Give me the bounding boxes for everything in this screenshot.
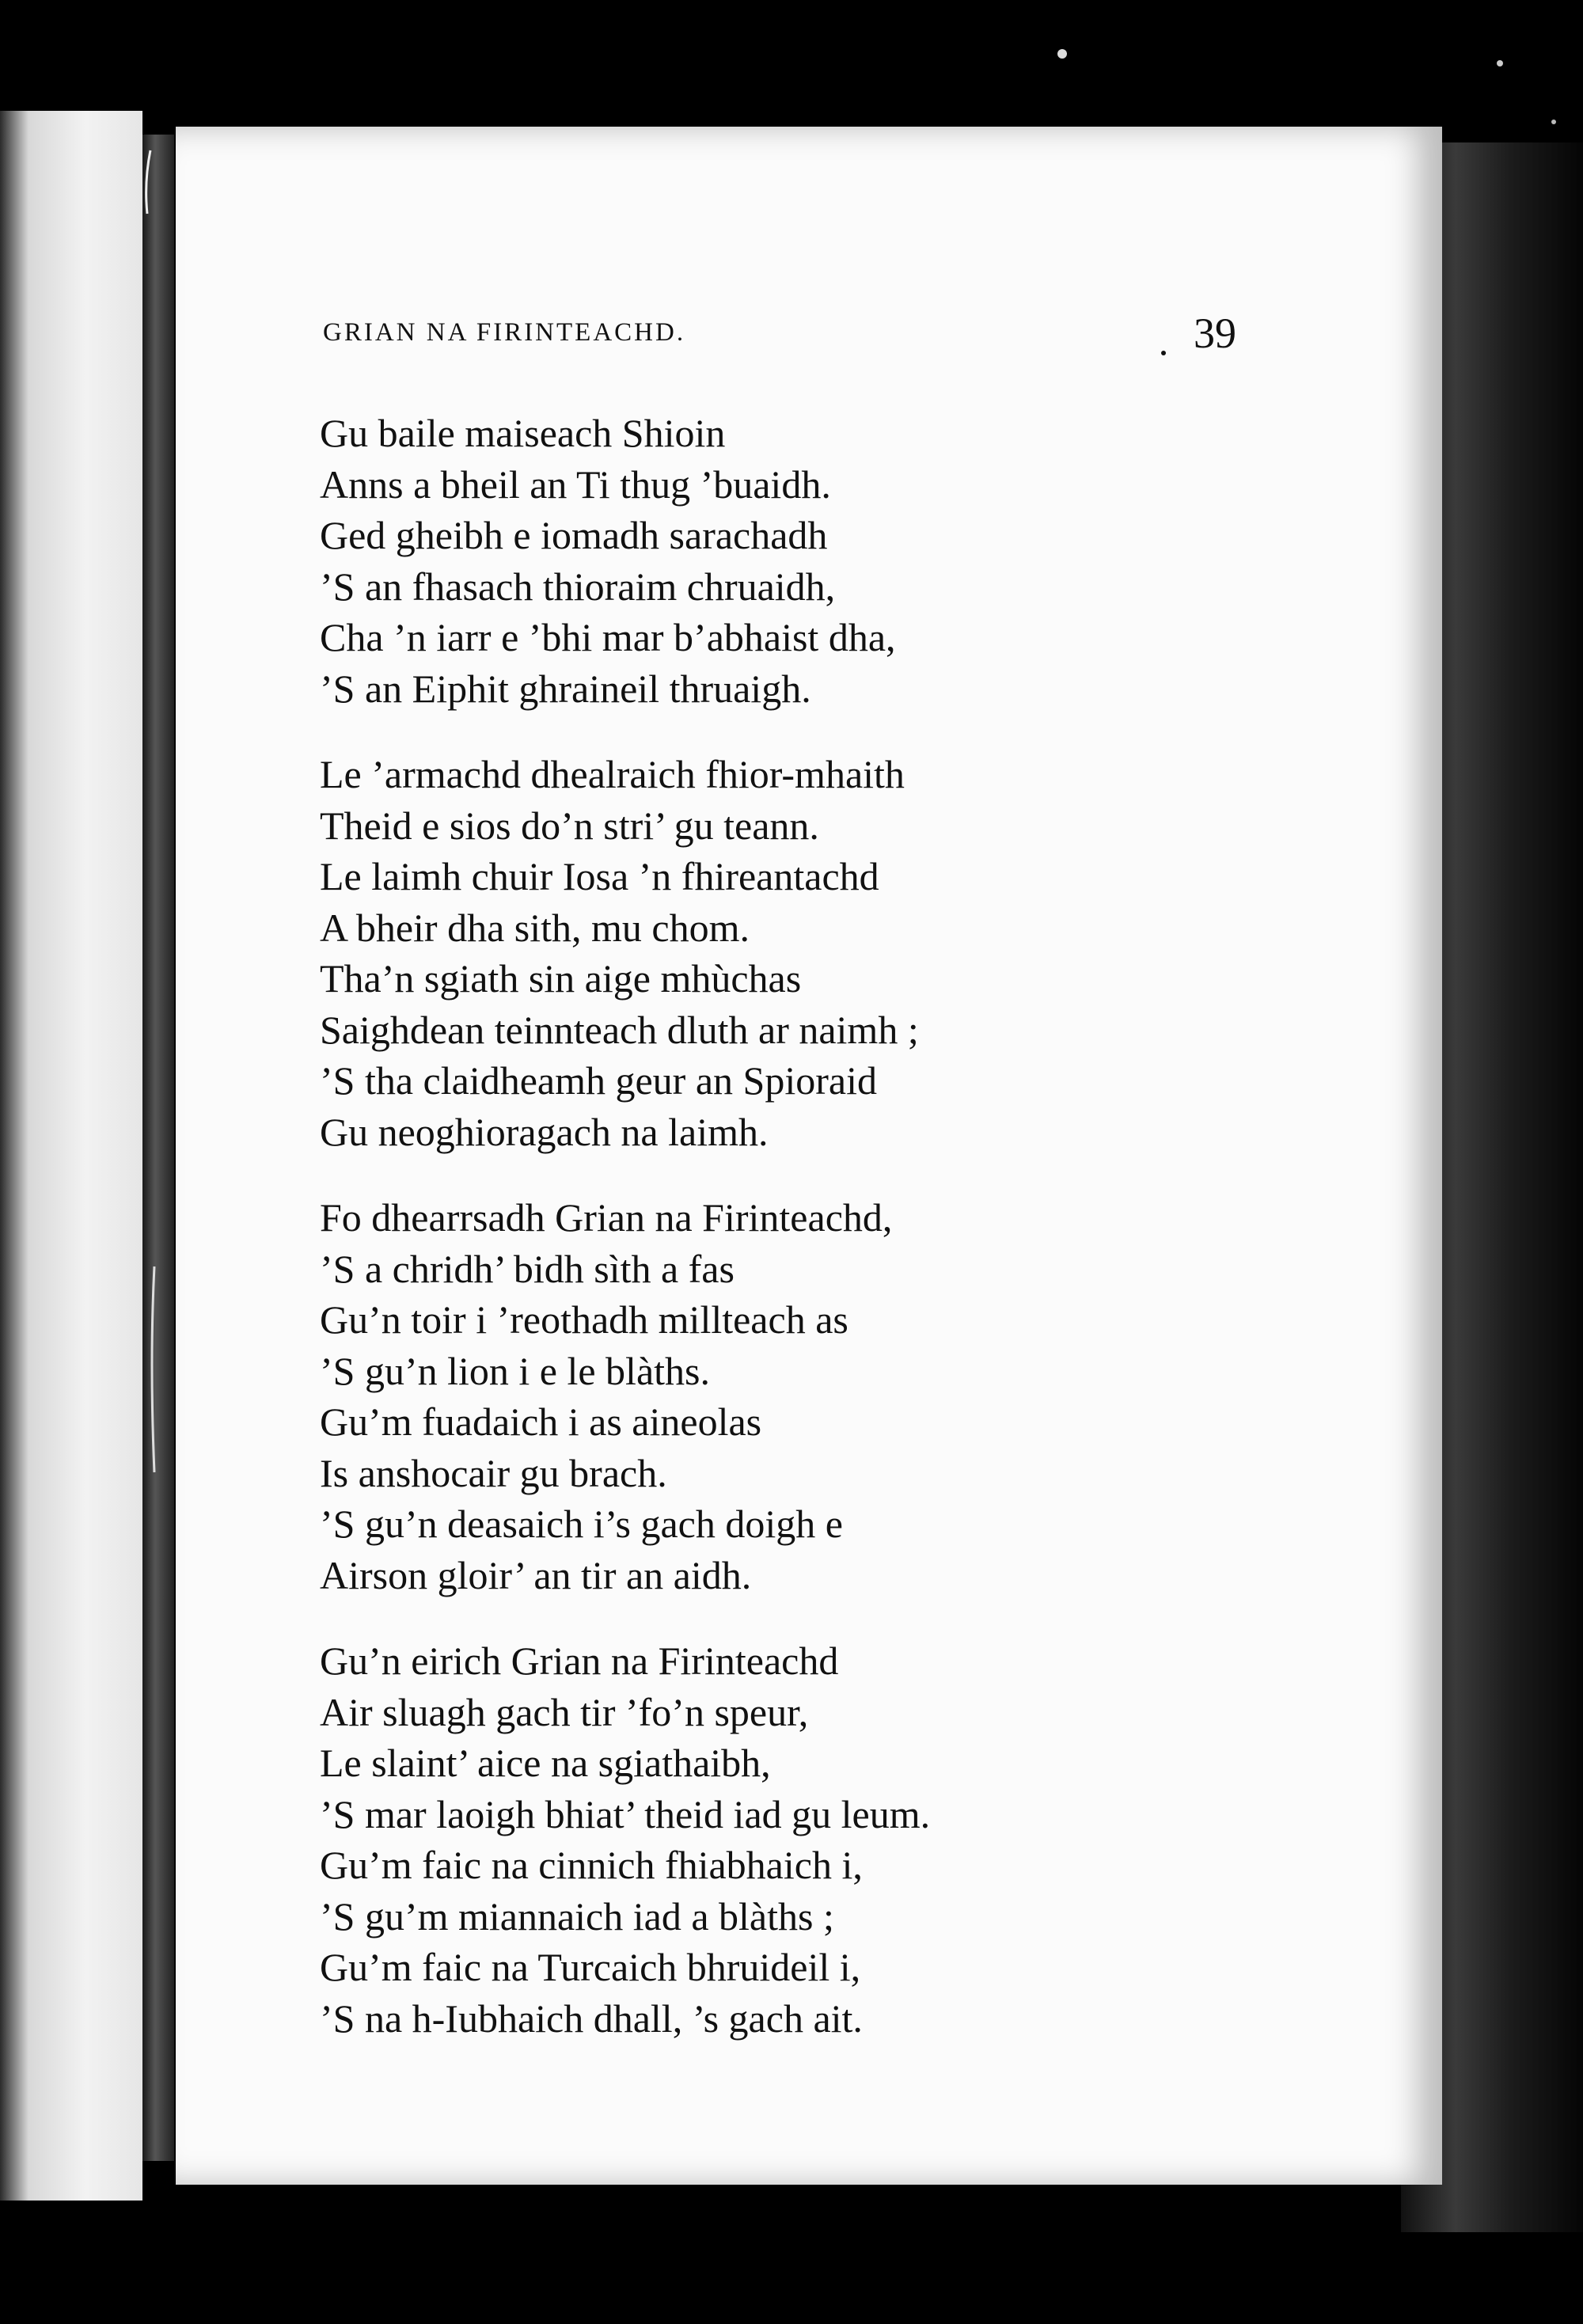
page-number: 39 — [1194, 309, 1236, 357]
poem-line: ’S na h-Iubhaich dhall, ’s gach ait. — [320, 1996, 863, 2041]
book-gutter — [142, 135, 174, 2161]
poem-line: Tha’n sgiath sin aige mhùchas — [320, 956, 802, 1001]
poem-line: ’S tha claidheamh geur an Spioraid — [320, 1058, 877, 1103]
poem-line: Gu baile maiseach Shioin — [320, 411, 726, 455]
poem-line: Gu neoghioragach na laimh. — [320, 1109, 769, 1154]
poem-line: Cha ’n iarr e ’bhi mar b’abhaist dha, — [320, 615, 896, 659]
poem-line: ’S gu’n deasaich i’s gach doigh e — [320, 1502, 843, 1546]
running-head: GRIAN NA FIRINTEACHD. — [323, 318, 686, 347]
poem-line: Anns a bheil an Ti thug ’buaidh. — [320, 461, 831, 507]
poem-line: ’S a chridh’ bidh sìth a fas — [320, 1246, 735, 1291]
poem-line: Saighdean teinnteach dluth ar naimh ; — [320, 1007, 919, 1052]
poem-line: ’S gu’m miannaich iad a blàths ; — [320, 1893, 834, 1939]
poem-line: Fo dhearrsadh Grian na Firinteachd, — [320, 1195, 893, 1240]
poem-line: Gu’m faic na Turcaich bhruideil i, — [320, 1945, 861, 1989]
poem-line: Theid e sios do’n stri’ gu teann. — [320, 803, 819, 848]
stanza — [320, 408, 1230, 714]
poem-line: ’S gu’n lion i e le blàths. — [320, 1348, 710, 1393]
poem-line: Gu’n eirich Grian na Firinteachd — [320, 1639, 839, 1683]
poem-line: Le ’armachd dhealraich fhior-mhaith — [320, 752, 905, 796]
adjacent-page-edge — [0, 111, 142, 2201]
stanza — [320, 749, 1230, 1157]
poem-line: ’S an Eiphit ghraineil thruaigh. — [320, 666, 811, 711]
poem-line: Gu’m fuadaich i as aineolas — [320, 1399, 762, 1444]
poem-line: Is anshocair gu brach. — [320, 1450, 667, 1495]
stanza — [320, 1192, 1230, 1601]
stanza — [320, 1635, 1230, 2044]
poem-line: Le laimh chuir Iosa ’n fhireantachd — [320, 854, 879, 898]
poem-text — [320, 408, 1230, 2079]
poem-line: ’S mar laoigh bhiat’ theid iad gu leum. — [320, 1791, 931, 1836]
poem-line: A bheir dha sith, mu chom. — [320, 905, 750, 950]
poem-line: Ged gheibh e iomadh sarachadh — [320, 513, 828, 557]
poem-line: Airson gloir’ an tir an aidh. — [320, 1552, 752, 1597]
poem-line: Air sluagh gach tir ’fo’n speur, — [320, 1689, 809, 1734]
poem-line: Le slaint’ aice na sgiathaibh, — [320, 1741, 771, 1785]
poem-line: Gu’n toir i ’reothadh millteach as — [320, 1297, 848, 1342]
poem-line: Gu’m faic na cinnich fhiabhaich i, — [320, 1843, 863, 1887]
poem-line: ’S an fhasach thioraim chruaidh, — [320, 564, 836, 609]
